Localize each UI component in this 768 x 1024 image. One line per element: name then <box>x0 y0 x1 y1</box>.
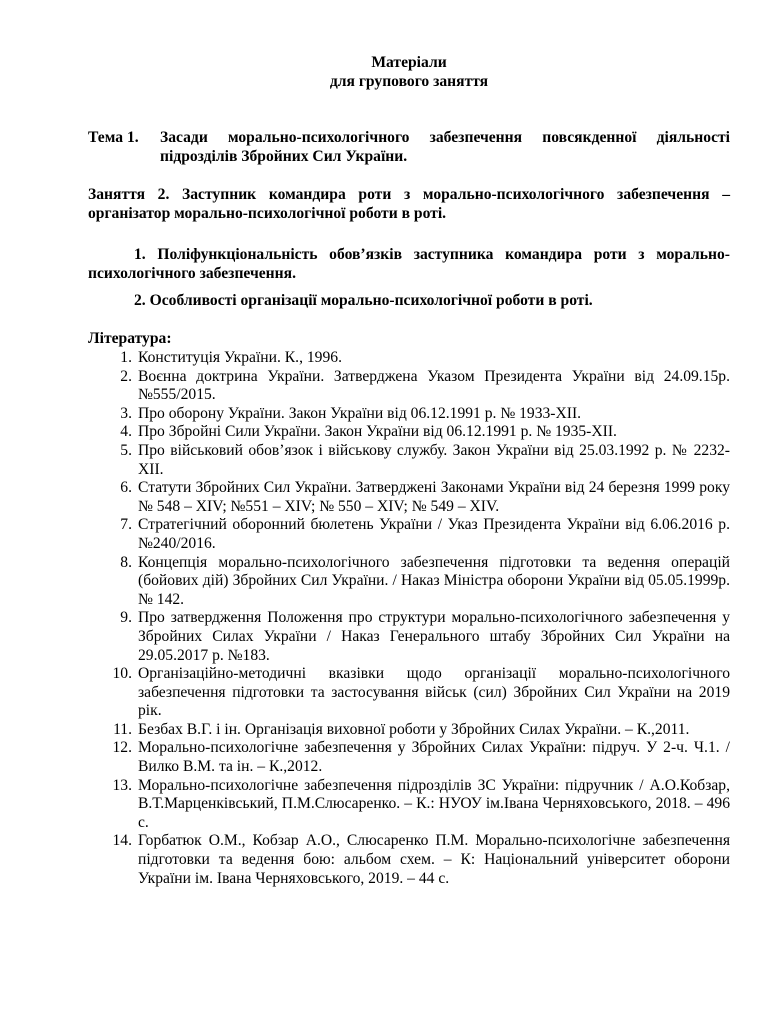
literature-item-number: 5. <box>120 441 132 459</box>
literature-item <box>88 516 730 553</box>
literature-item-text: Конституція України. К., 1996. <box>138 349 342 366</box>
lesson-text: Заняття 2. Заступник командира роти з морально-психологічного забезпечення – організатор морально-психологічної роботи в роті. <box>88 186 730 222</box>
literature-item <box>88 609 730 665</box>
doc-title-line2: для групового заняття <box>329 72 489 90</box>
literature-item <box>88 832 730 888</box>
literature-item-text: Горбатюк О.М., Кобзар А.О., Слюсаренко П.М. Морально-психологічне забезпечення підготовки та ведення бою: альбом схем. – К: Національний університет оборони України ім. Івана Черняховського, 2019. – 44 с. <box>138 832 730 887</box>
literature-item-number: 2. <box>120 367 132 385</box>
question-1: 1. Поліфункціональність обов’язків заступника командира роти з морально-психологічного забезпечення. <box>88 246 730 282</box>
literature-item <box>88 554 730 610</box>
literature-item-text: Безбах В.Г. і ін. Організація виховної роботи у Збройних Силах України. – К.,2011. <box>138 720 690 738</box>
literature-item <box>88 423 730 442</box>
literature-item <box>88 368 730 405</box>
topic-block <box>88 129 730 166</box>
question-2: 2. Особливості організації морально-психологічної роботи в роті. <box>134 292 593 309</box>
literature-item <box>88 777 730 833</box>
literature-item-text: Про Збройні Сили України. Закон України від 06.12.1991 р. № 1935-XII. <box>138 423 617 441</box>
literature-item-text: Воєнна доктрина України. Затверджена Указом Президента України від 24.09.15р. №555/2015. <box>138 367 730 404</box>
literature-item-text: Статути Збройних Сил України. Затверджені Законами України від 24 березня 1999 року № 548 – XIV; №551 – XIV; № 550 – XIV; № 549 – XIV. <box>138 479 730 515</box>
doc-title-line1: Матеріали <box>371 54 447 71</box>
literature-item <box>88 739 730 776</box>
literature-item-text: Організаційно-методичні вказівки щодо організації морально-психологічного забезпечення підготовки та застосування військ (сил) Збройних Сил України на 2019 рік. <box>138 665 730 720</box>
literature-item-text: Про затвердження Положення про структури морально-психологічного забезпечення у Збройних Силах України / Наказ Генерального штабу Збройних Сил України на 29.05.2017 р. №183. <box>138 609 730 664</box>
literature-item-number: 10. <box>112 665 132 683</box>
literature-item-number: 1. <box>120 349 132 366</box>
topic-label: Тема 1. <box>88 129 139 146</box>
literature-item-number: 3. <box>120 404 132 422</box>
literature-item <box>88 665 730 721</box>
literature-item-number: 7. <box>120 516 132 534</box>
literature-item-number: 14. <box>112 832 132 850</box>
topic-text: Засади морально-психологічного забезпечення повсякденної діяльності підрозділів Збройних Сил України. <box>160 129 730 165</box>
literature-list <box>88 349 730 888</box>
literature-item-text: Морально-психологічне забезпечення підрозділів ЗС України: підручник / А.О.Кобзар, В.Т.Марценківський, П.М.Слюсаренко. – К.: НУОУ ім.Івана Черняховського, 2018. – 496 с. <box>138 776 730 831</box>
literature-item-number: 13. <box>112 776 132 794</box>
literature-item-number: 9. <box>120 609 132 627</box>
literature-item <box>88 721 730 740</box>
literature-item <box>88 349 730 368</box>
literature-item-number: 12. <box>112 739 132 757</box>
literature-item-number: 8. <box>120 553 132 571</box>
literature-item-text: Про оборону України. Закон України від 06.12.1991 р. № 1933-XII. <box>138 404 582 422</box>
literature-item-text: Стратегічний оборонний бюлетень України / Указ Президента України від 6.06.2016 р. №240/2016. <box>138 516 730 552</box>
literature-item-text: Про військовий обов’язок і військову службу. Закон України від 25.03.1992 р. № 2232-XII. <box>138 441 730 478</box>
doc-title <box>88 54 730 91</box>
literature-item-number: 11. <box>113 720 132 738</box>
literature-heading: Література: <box>88 330 172 347</box>
literature-item <box>88 479 730 516</box>
literature-item-text: Морально-психологічне забезпечення у Збройних Силах України: підруч. У 2-ч. Ч.1. / Вилко В.М. та ін. – К.,2012. <box>138 739 730 776</box>
literature-item <box>88 442 730 479</box>
literature-item <box>88 405 730 424</box>
literature-item-number: 6. <box>120 479 132 497</box>
literature-item-number: 4. <box>120 423 132 441</box>
literature-item-text: Концепція морально-психологічного забезпечення підготовки та ведення операцій (бойових дій) Збройних Сил України. / Наказ Міністра оборони України від 05.05.1999р. № 142. <box>138 553 730 608</box>
